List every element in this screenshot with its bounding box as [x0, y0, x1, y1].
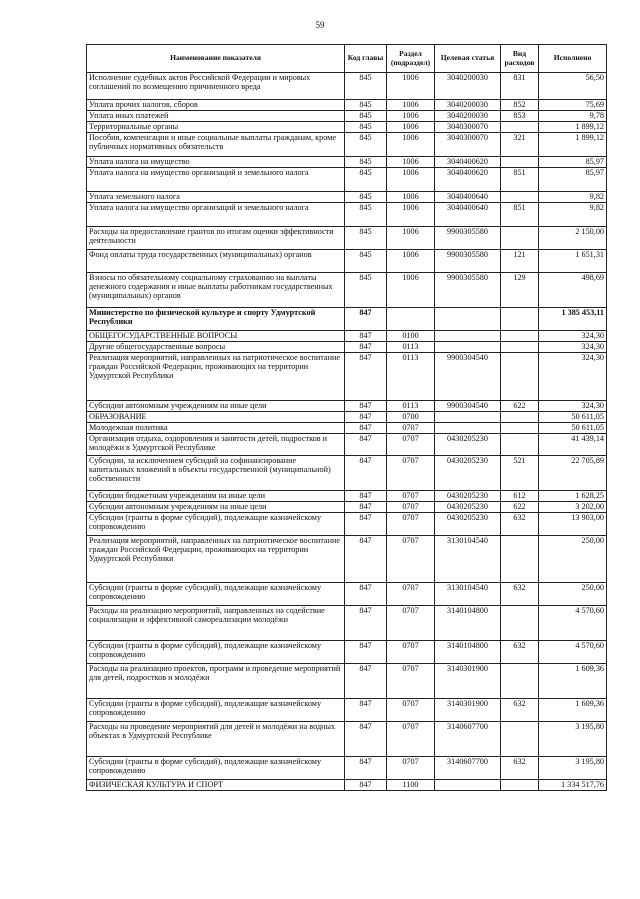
cell-target: 3140104800	[435, 641, 501, 664]
table-row	[87, 353, 607, 401]
cell-target: 9900304540	[435, 353, 501, 401]
cell-code: 845	[345, 168, 387, 192]
table-row	[87, 342, 607, 353]
cell-section: 0707	[387, 491, 435, 502]
cell-code: 847	[345, 699, 387, 722]
cell-code: 847	[345, 456, 387, 491]
cell-kind: 121	[501, 250, 539, 273]
cell-target: 3140104800	[435, 606, 501, 641]
cell-name: Исполнение судебных актов Российской Федерации и мировых соглашений по возмещению причиненного вреда	[87, 73, 345, 100]
cell-kind	[501, 157, 539, 168]
cell-name: Расходы на проведение мероприятий для детей и молодёжи на водных объектах в Удмуртской Республике	[87, 722, 345, 757]
cell-code: 847	[345, 308, 387, 331]
cell-target: 9900305580	[435, 250, 501, 273]
cell-kind: 521	[501, 456, 539, 491]
cell-name: Уплата иных платежей	[87, 111, 345, 122]
cell-section: 0700	[387, 412, 435, 423]
table-row	[87, 168, 607, 192]
cell-target: 9900305580	[435, 273, 501, 308]
cell-kind	[501, 227, 539, 250]
cell-section: 0707	[387, 757, 435, 780]
cell-amount: 324,30	[539, 331, 607, 342]
cell-code: 847	[345, 780, 387, 791]
table-row	[87, 641, 607, 664]
cell-amount: 9,82	[539, 192, 607, 203]
table-row	[87, 664, 607, 699]
page-number: 59	[315, 20, 325, 30]
cell-amount: 56,50	[539, 73, 607, 100]
cell-target: 3040300070	[435, 133, 501, 157]
cell-kind: 632	[501, 513, 539, 536]
cell-amount: 4 570,60	[539, 641, 607, 664]
cell-target: 3140607700	[435, 722, 501, 757]
cell-target: 3130104540	[435, 536, 501, 583]
cell-code: 847	[345, 641, 387, 664]
cell-amount: 250,00	[539, 536, 607, 583]
cell-kind: 632	[501, 757, 539, 780]
cell-target: 0430205230	[435, 502, 501, 513]
cell-section: 1006	[387, 100, 435, 111]
cell-code: 845	[345, 227, 387, 250]
cell-target: 3040400620	[435, 168, 501, 192]
cell-name: Расходы на предоставление грантов по итогам оценки эффективности деятельности	[87, 227, 345, 250]
cell-kind	[501, 434, 539, 456]
cell-kind: 632	[501, 641, 539, 664]
cell-section: 0707	[387, 434, 435, 456]
cell-target	[435, 423, 501, 434]
cell-target: 0430205230	[435, 456, 501, 491]
cell-code: 845	[345, 203, 387, 227]
cell-name: Пособия, компенсации и иные социальные выплаты гражданам, кроме публичных нормативных обязательств	[87, 133, 345, 157]
cell-amount: 50 611,05	[539, 412, 607, 423]
cell-code: 847	[345, 342, 387, 353]
cell-code: 847	[345, 606, 387, 641]
cell-section: 1006	[387, 192, 435, 203]
cell-amount: 1 628,25	[539, 491, 607, 502]
cell-code: 847	[345, 722, 387, 757]
cell-kind	[501, 192, 539, 203]
cell-name: ОБРАЗОВАНИЕ	[87, 412, 345, 423]
table-row	[87, 699, 607, 722]
cell-kind	[501, 536, 539, 583]
cell-name: Субсидии (гранты в форме субсидий), подлежащие казначейскому сопровождению	[87, 583, 345, 606]
cell-name: Организация отдыха, оздоровления и занятости детей, подростков и молодёжи в Удмуртской Республике	[87, 434, 345, 456]
cell-amount: 2 150,00	[539, 227, 607, 250]
cell-code: 847	[345, 331, 387, 342]
cell-kind: 622	[501, 502, 539, 513]
cell-section: 0707	[387, 502, 435, 513]
cell-name: ОБЩЕГОСУДАРСТВЕННЫЕ ВОПРОСЫ	[87, 331, 345, 342]
cell-kind	[501, 664, 539, 699]
cell-target: 3140301900	[435, 664, 501, 699]
cell-kind: 851	[501, 203, 539, 227]
cell-amount: 1 651,31	[539, 250, 607, 273]
cell-kind	[501, 780, 539, 791]
cell-section: 0707	[387, 536, 435, 583]
cell-section: 1006	[387, 168, 435, 192]
cell-amount: 13 903,00	[539, 513, 607, 536]
table-row	[87, 192, 607, 203]
table-row	[87, 401, 607, 412]
cell-amount: 9,78	[539, 111, 607, 122]
cell-name: Министерство по физической культуре и спорту Удмуртской Республики	[87, 308, 345, 331]
table-row	[87, 722, 607, 757]
cell-section: 1100	[387, 780, 435, 791]
cell-section: 0113	[387, 342, 435, 353]
cell-name: Реализация мероприятий, направленных на патриотическое воспитание граждан Российской Федерации, проживающих на территории Удмуртской Республики	[87, 536, 345, 583]
cell-section: 0707	[387, 513, 435, 536]
cell-kind: 852	[501, 100, 539, 111]
table-body	[87, 73, 607, 791]
cell-amount: 324,30	[539, 401, 607, 412]
cell-name: Другие общегосударственные вопросы	[87, 342, 345, 353]
cell-kind: 831	[501, 73, 539, 100]
cell-code: 847	[345, 664, 387, 699]
table-row	[87, 308, 607, 331]
cell-code: 845	[345, 133, 387, 157]
cell-section	[387, 308, 435, 331]
table-row	[87, 583, 607, 606]
cell-kind: 853	[501, 111, 539, 122]
table-row	[87, 273, 607, 308]
cell-amount: 1 609,36	[539, 699, 607, 722]
cell-target: 3140301900	[435, 699, 501, 722]
cell-kind: 632	[501, 699, 539, 722]
cell-code: 847	[345, 434, 387, 456]
cell-target: 0430205230	[435, 434, 501, 456]
header-name: Наименование показателя	[87, 45, 345, 73]
cell-target: 3140607700	[435, 757, 501, 780]
cell-name: Уплата прочих налогов, сборов	[87, 100, 345, 111]
header-code: Код главы	[345, 45, 387, 73]
cell-section: 1006	[387, 157, 435, 168]
table-row	[87, 456, 607, 491]
cell-section: 0707	[387, 641, 435, 664]
cell-target: 9900304540	[435, 401, 501, 412]
cell-name: Уплата налога на имущество организаций и земельного налога	[87, 168, 345, 192]
cell-target	[435, 331, 501, 342]
cell-target: 3040400640	[435, 203, 501, 227]
cell-name: Субсидии (гранты в форме субсидий), подлежащие казначейскому сопровождению	[87, 699, 345, 722]
table-row	[87, 157, 607, 168]
table-row	[87, 434, 607, 456]
cell-target: 3040400640	[435, 192, 501, 203]
cell-target	[435, 412, 501, 423]
table-row	[87, 250, 607, 273]
cell-name: Субсидии автономным учреждениям на иные цели	[87, 401, 345, 412]
cell-amount: 85,97	[539, 157, 607, 168]
cell-section: 1006	[387, 122, 435, 133]
cell-name: Взносы по обязательному социальному страхованию на выплаты денежного содержания и иные выплаты работникам государственных (муниципальных) органов	[87, 273, 345, 308]
cell-target	[435, 308, 501, 331]
cell-target: 3040200030	[435, 100, 501, 111]
cell-section: 0707	[387, 699, 435, 722]
cell-target	[435, 780, 501, 791]
cell-code: 845	[345, 192, 387, 203]
cell-amount: 50 611,05	[539, 423, 607, 434]
table-row	[87, 412, 607, 423]
cell-target: 0430205230	[435, 513, 501, 536]
cell-name: Реализация мероприятий, направленных на патриотическое воспитание граждан Российской Федерации, проживающих на территории Удмуртской Республики	[87, 353, 345, 401]
cell-target	[435, 342, 501, 353]
table-row	[87, 100, 607, 111]
cell-target: 3130104540	[435, 583, 501, 606]
cell-section: 1006	[387, 111, 435, 122]
cell-amount: 9,82	[539, 203, 607, 227]
cell-section: 1006	[387, 273, 435, 308]
cell-amount: 22 705,89	[539, 456, 607, 491]
header-kind: Вид расходов	[501, 45, 539, 73]
table-row	[87, 111, 607, 122]
cell-code: 847	[345, 536, 387, 583]
cell-amount: 250,00	[539, 583, 607, 606]
cell-kind	[501, 606, 539, 641]
cell-target: 9900305580	[435, 227, 501, 250]
cell-name: Субсидии, за исключением субсидий на софинансирование капитальных вложений в объекты государственной (муниципальной) собственности	[87, 456, 345, 491]
table-row	[87, 122, 607, 133]
cell-code: 847	[345, 401, 387, 412]
cell-amount: 1 899,12	[539, 122, 607, 133]
cell-amount: 75,69	[539, 100, 607, 111]
table-row	[87, 133, 607, 157]
table-row	[87, 502, 607, 513]
cell-kind	[501, 122, 539, 133]
cell-section: 0707	[387, 583, 435, 606]
cell-amount: 41 439,14	[539, 434, 607, 456]
cell-section: 1006	[387, 133, 435, 157]
cell-amount: 1 334 517,76	[539, 780, 607, 791]
cell-target: 3040300070	[435, 122, 501, 133]
cell-section: 1006	[387, 250, 435, 273]
cell-amount: 1 609,36	[539, 664, 607, 699]
table-row	[87, 536, 607, 583]
cell-amount: 324,30	[539, 353, 607, 401]
cell-code: 847	[345, 353, 387, 401]
cell-name: Субсидии (гранты в форме субсидий), подлежащие казначейскому сопровождению	[87, 513, 345, 536]
cell-section: 0707	[387, 722, 435, 757]
cell-kind	[501, 353, 539, 401]
cell-amount: 85,97	[539, 168, 607, 192]
cell-target: 3040400620	[435, 157, 501, 168]
cell-kind: 612	[501, 491, 539, 502]
cell-kind	[501, 331, 539, 342]
table-row	[87, 423, 607, 434]
cell-amount: 1 899,12	[539, 133, 607, 157]
table-row	[87, 757, 607, 780]
cell-section: 0707	[387, 664, 435, 699]
cell-name: Субсидии (гранты в форме субсидий), подлежащие казначейскому сопровождению	[87, 641, 345, 664]
cell-kind: 321	[501, 133, 539, 157]
table-row	[87, 513, 607, 536]
table-row	[87, 73, 607, 100]
cell-kind: 851	[501, 168, 539, 192]
cell-name: Уплата налога на имущество	[87, 157, 345, 168]
cell-code: 847	[345, 513, 387, 536]
cell-name: Молодежная политика	[87, 423, 345, 434]
cell-name: Уплата земельного налога	[87, 192, 345, 203]
cell-code: 845	[345, 122, 387, 133]
cell-amount: 3 195,80	[539, 757, 607, 780]
header-section: Раздел (подраздел)	[387, 45, 435, 73]
cell-section: 0113	[387, 353, 435, 401]
cell-kind: 622	[501, 401, 539, 412]
cell-code: 845	[345, 73, 387, 100]
cell-amount: 324,30	[539, 342, 607, 353]
cell-code: 845	[345, 111, 387, 122]
cell-kind	[501, 308, 539, 331]
cell-kind	[501, 412, 539, 423]
table-row	[87, 491, 607, 502]
cell-name: Уплата налога на имущество организаций и земельного налога	[87, 203, 345, 227]
cell-section: 0707	[387, 456, 435, 491]
table-row	[87, 227, 607, 250]
cell-code: 847	[345, 491, 387, 502]
cell-code: 845	[345, 157, 387, 168]
header-target: Целевая статья	[435, 45, 501, 73]
cell-section: 1006	[387, 73, 435, 100]
cell-target: 3040200030	[435, 73, 501, 100]
cell-section: 0113	[387, 401, 435, 412]
cell-amount: 498,69	[539, 273, 607, 308]
cell-section: 0707	[387, 423, 435, 434]
table-header-row	[87, 45, 607, 73]
cell-kind: 632	[501, 583, 539, 606]
cell-code: 847	[345, 412, 387, 423]
cell-section: 1006	[387, 227, 435, 250]
cell-code: 845	[345, 273, 387, 308]
cell-amount: 1 385 453,11	[539, 308, 607, 331]
cell-name: Территориальные органы	[87, 122, 345, 133]
cell-section: 0707	[387, 606, 435, 641]
cell-kind	[501, 722, 539, 757]
cell-name: ФИЗИЧЕСКАЯ КУЛЬТУРА И СПОРТ	[87, 780, 345, 791]
header-amount: Исполнено	[539, 45, 607, 73]
cell-kind: 129	[501, 273, 539, 308]
cell-name: Расходы на реализацию проектов, программ и проведение мероприятий для детей, подростков и молодёжи	[87, 664, 345, 699]
cell-amount: 4 570,60	[539, 606, 607, 641]
cell-code: 845	[345, 250, 387, 273]
cell-kind	[501, 342, 539, 353]
table-row	[87, 606, 607, 641]
cell-name: Субсидии бюджетным учреждениям на иные цели	[87, 491, 345, 502]
cell-section: 0100	[387, 331, 435, 342]
cell-name: Субсидии (гранты в форме субсидий), подлежащие казначейскому сопровождению	[87, 757, 345, 780]
cell-code: 847	[345, 757, 387, 780]
table-row	[87, 203, 607, 227]
cell-code: 845	[345, 100, 387, 111]
cell-section: 1006	[387, 203, 435, 227]
cell-code: 847	[345, 423, 387, 434]
cell-code: 847	[345, 502, 387, 513]
cell-code: 847	[345, 583, 387, 606]
cell-name: Фонд оплаты труда государственных (муниципальных) органов	[87, 250, 345, 273]
table-row	[87, 331, 607, 342]
cell-name: Субсидии автономным учреждениям на иные цели	[87, 502, 345, 513]
cell-target: 0430205230	[435, 491, 501, 502]
cell-target: 3040200030	[435, 111, 501, 122]
cell-amount: 3 195,80	[539, 722, 607, 757]
cell-kind	[501, 423, 539, 434]
cell-amount: 3 202,00	[539, 502, 607, 513]
cell-name: Расходы на реализацию мероприятий, направленных на содействие социализации и эффективной самореализации молодёжи	[87, 606, 345, 641]
table-row	[87, 780, 607, 791]
budget-execution-table	[86, 44, 607, 791]
